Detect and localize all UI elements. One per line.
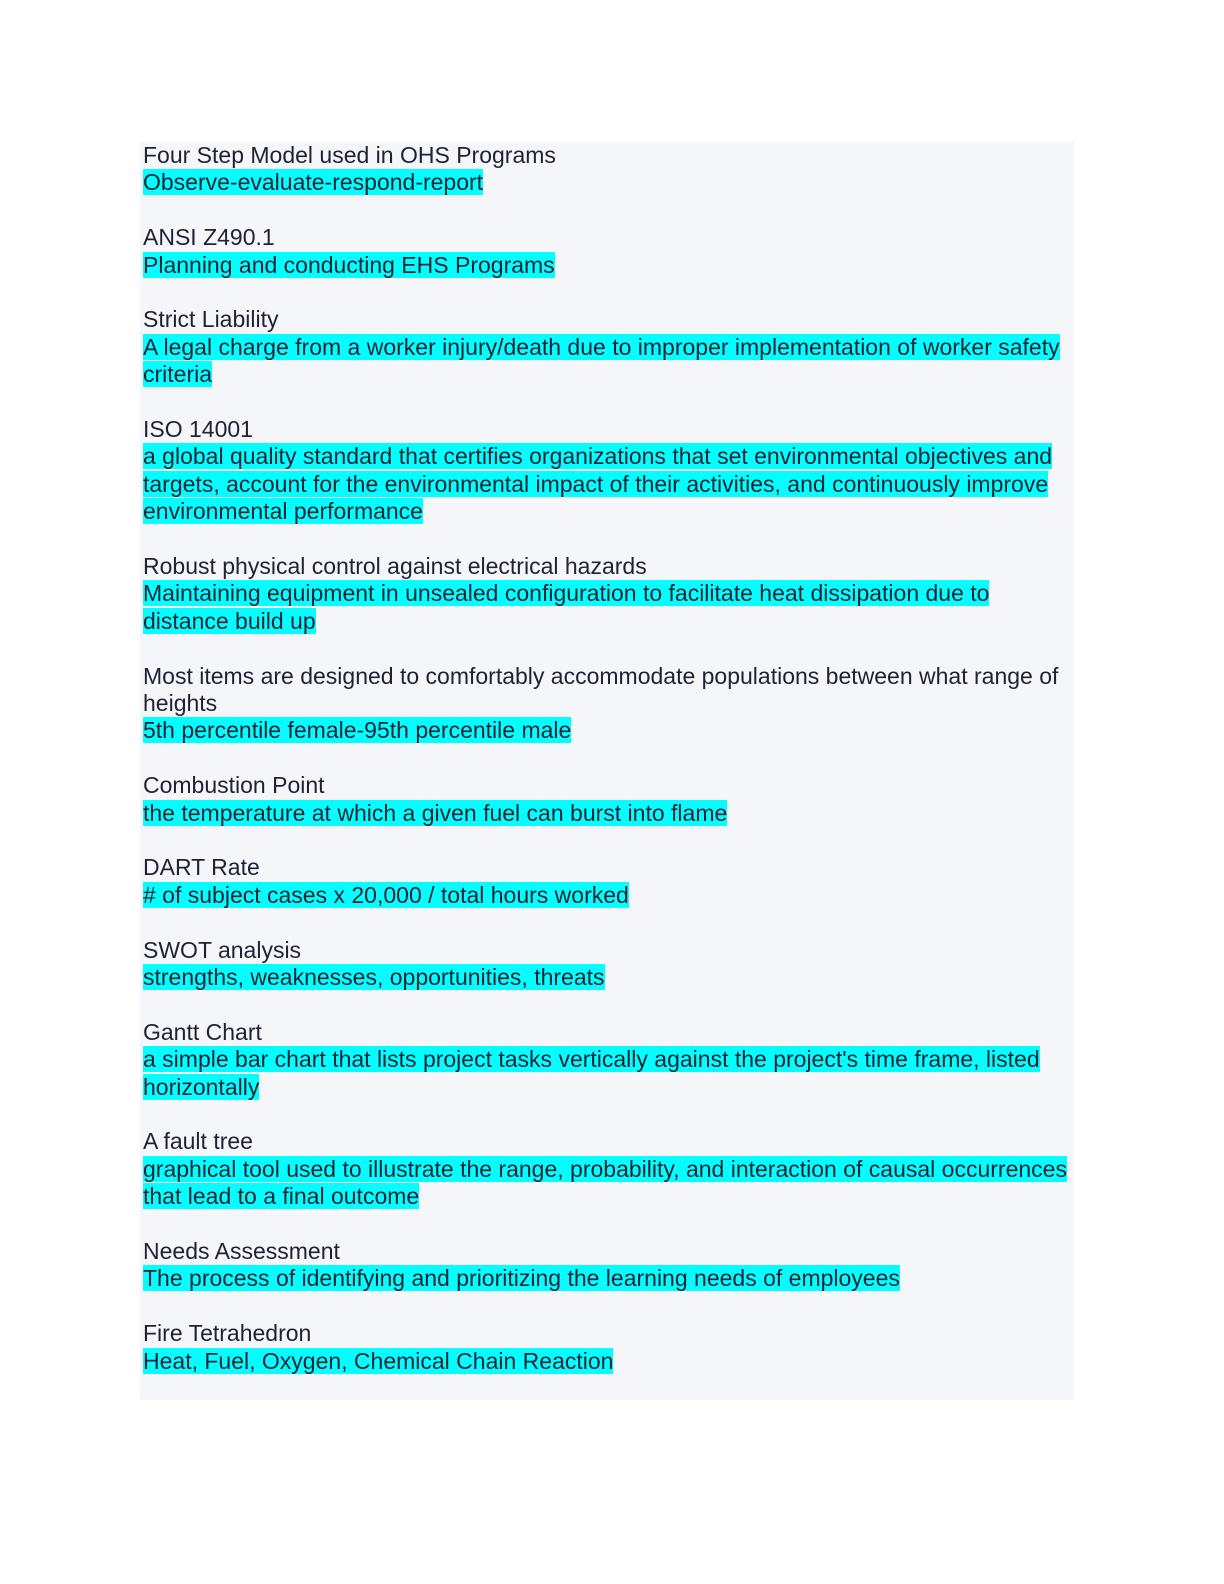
flashcard-definition: a global quality standard that certifies organizations that set environmental objectives and targets, account for the environmental impact of their activities, and continuously improve environmental performance xyxy=(143,443,1053,525)
flashcard-definition: 5th percentile female-95th percentile male xyxy=(143,717,572,744)
flashcard-term: DART Rate xyxy=(143,854,260,881)
flashcard-term: ANSI Z490.1 xyxy=(143,224,275,251)
flashcard-definition: a simple bar chart that lists project tasks vertically against the project's time frame, listed horizontally xyxy=(143,1046,1040,1100)
flashcard-item xyxy=(143,416,1073,526)
flashcard-term: Gantt Chart xyxy=(143,1018,262,1045)
flashcard-item xyxy=(143,663,1073,745)
flashcard-definition: # of subject cases x 20,000 / total hours worked xyxy=(143,881,629,908)
flashcard-term: A fault tree xyxy=(143,1128,253,1155)
flashcard-item xyxy=(143,772,1073,827)
flashcard-term: Four Step Model used in OHS Programs xyxy=(143,142,556,168)
flashcard-term: Strict Liability xyxy=(143,306,279,333)
flashcard-term: ISO 14001 xyxy=(143,416,253,443)
flashcard-definition: A legal charge from a worker injury/death due to improper implementation of worker safety criteria xyxy=(143,333,1060,388)
flashcard-item xyxy=(143,1128,1073,1210)
flashcard-item xyxy=(143,937,1073,992)
flashcard-definition: Observe-evaluate-respond-report xyxy=(143,169,484,196)
flashcard-definition: The process of identifying and prioritizing the learning needs of employees xyxy=(143,1265,900,1292)
flashcard-item xyxy=(143,1019,1073,1101)
flashcard-definition: strengths, weaknesses, opportunities, threats xyxy=(143,964,605,991)
flashcard-item xyxy=(143,142,1073,197)
flashcard-definition: Heat, Fuel, Oxygen, Chemical Chain Reaction xyxy=(143,1347,614,1374)
flashcard-term: Most items are designed to comfortably accommodate populations between what range of heights xyxy=(143,662,1059,717)
flashcard-term: Robust physical control against electrical hazards xyxy=(143,553,647,580)
flashcard-item xyxy=(143,224,1073,279)
flashcard-item xyxy=(143,1238,1073,1293)
flashcard-definition: Planning and conducting EHS Programs xyxy=(143,251,555,278)
flashcard-term: SWOT analysis xyxy=(143,936,302,963)
flashcard-definition: graphical tool used to illustrate the range, probability, and interaction of causal occurrences that lead to a final outcome xyxy=(143,1155,1067,1210)
flashcard-term: Needs Assessment xyxy=(143,1238,340,1265)
flashcard-term: Combustion Point xyxy=(143,772,325,799)
flashcard-item xyxy=(143,854,1073,909)
flashcard-list xyxy=(143,142,1073,1402)
flashcard-definition: Maintaining equipment in unsealed configuration to facilitate heat dissipation due to distance build up xyxy=(143,580,990,634)
flashcard-definition: the temperature at which a given fuel can burst into flame xyxy=(143,799,728,826)
flashcard-item xyxy=(143,1320,1073,1375)
flashcard-term: Fire Tetrahedron xyxy=(143,1320,312,1347)
flashcard-item xyxy=(143,553,1073,635)
flashcard-item xyxy=(143,306,1073,388)
